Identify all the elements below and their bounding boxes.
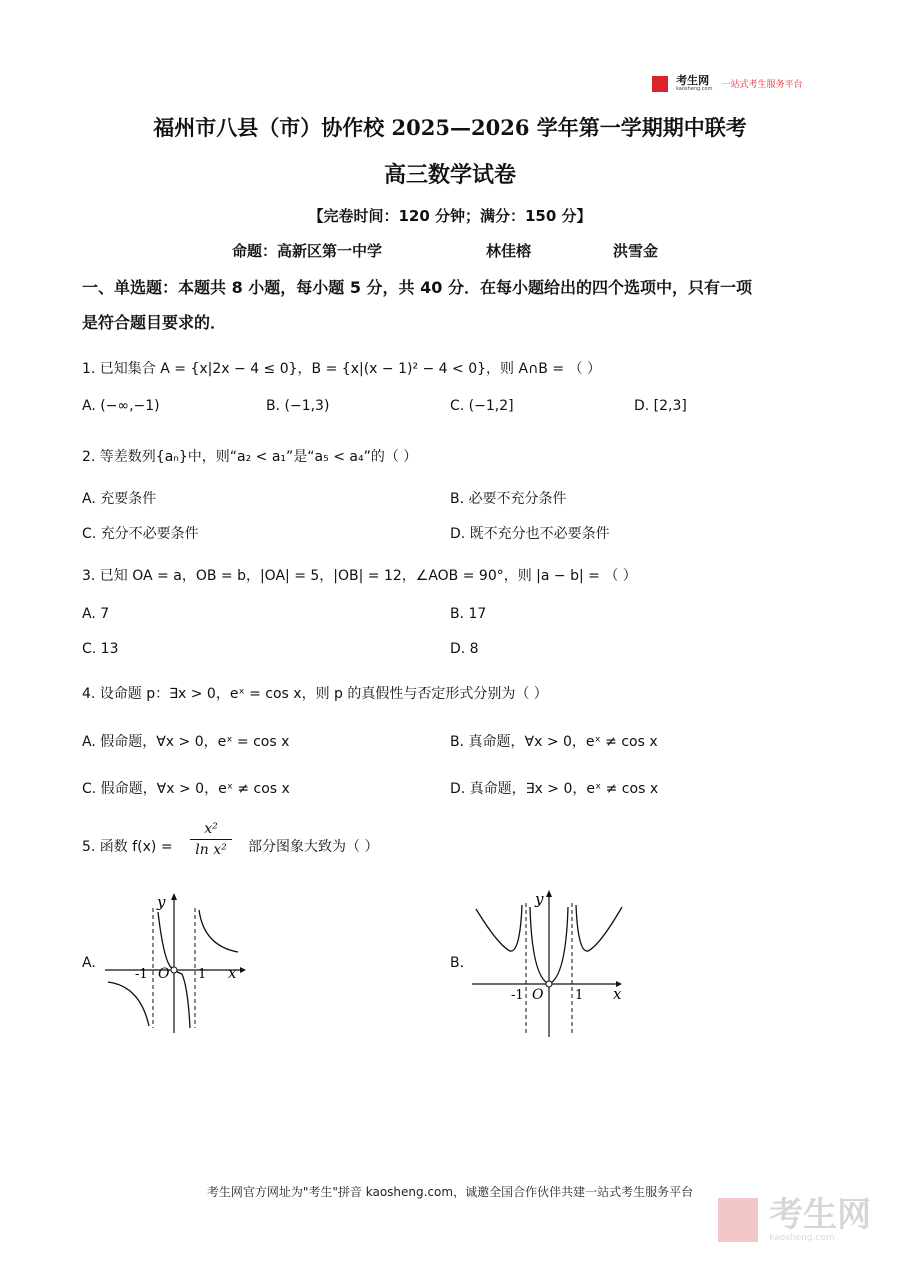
author-school: 命题：高新区第一中学 [232, 242, 383, 260]
graph-b-origin-hole [546, 981, 552, 987]
q5-denominator: ln x² [195, 842, 227, 858]
q4-option-b: B. 真命题，∀x > 0，eˣ ≠ cos x [450, 734, 658, 750]
graph-b-y-arrow-icon [546, 890, 552, 897]
graph-b-x-label: x [613, 985, 622, 1003]
q3-option-a: A. 7 [82, 606, 110, 622]
graph-a-one-label: 1 [198, 967, 207, 982]
author-1: 林佳榕 [486, 242, 532, 260]
q3-option-c: C. 13 [82, 641, 119, 657]
question-1-stem: 1. 已知集合 A = {x|2x − 4 ≤ 0}，B = {x|(x − 1)² − 4 < 0}，则 A∩B = （ ） [82, 361, 601, 377]
question-3-stem: 3. 已知 OA = a，OB = b，|OA| = 5，|OB| = 12，∠AOB = 90°，则 |a − b| = （ ） [82, 568, 637, 584]
q1-option-c: C. (−1,2] [450, 398, 514, 414]
q2-option-c: C. 充分不必要条件 [82, 526, 199, 542]
q4-option-a: A. 假命题，∀x > 0，eˣ = cos x [82, 734, 290, 750]
graph-b-curve-right [576, 905, 622, 951]
graph-a-curve-right [199, 910, 238, 952]
question-5-stem-suffix: 部分图象大致为（ ） [248, 839, 379, 855]
graph-a-neg-one-label: -1 [135, 967, 148, 982]
footer-text: 考生网官方网址为"考生"拼音 kaosheng.com，诚邀全国合作伙伴共建一站式考生服务平台 [206, 1185, 694, 1199]
q1-option-a: A. (−∞,−1) [82, 398, 160, 414]
q5-option-b: B. [450, 955, 465, 971]
q5-numerator: x² [204, 821, 218, 837]
graph-b-y-label: y [535, 890, 544, 908]
question-2-stem: 2. 等差数列{aₙ}中，则“a₂ < a₁”是“a₅ < a₄”的（ ） [82, 449, 418, 465]
q5-fraction [190, 820, 232, 859]
graph-a-origin-hole [171, 967, 177, 973]
question-4-stem: 4. 设命题 p：∃x > 0，eˣ = cos x，则 p 的真假性与否定形式分别为（ ） [82, 686, 548, 702]
graph-a-x-label: x [228, 964, 237, 982]
exam-info: 【完卷时间：120 分钟；满分：150 分】 [308, 207, 592, 225]
q1-option-b: B. (−1,3) [266, 398, 330, 414]
brand-logo [652, 73, 803, 92]
q2-option-a: A. 充要条件 [82, 491, 157, 507]
graph-b-curve-left [476, 905, 522, 951]
q2-option-d: D. 既不充分也不必要条件 [450, 526, 610, 542]
exam-title: 福州市八县（市）协作校 2025—2026 学年第一学期期中联考 [153, 115, 747, 140]
watermark [718, 1197, 871, 1243]
q1-option-d: D. [2,3] [634, 398, 687, 414]
question-5-stem-prefix: 5. 函数 f(x) = [82, 839, 173, 855]
author-2: 洪雪金 [613, 242, 659, 260]
logo-domain: kaosheng.com [676, 86, 713, 92]
graph-b-neg-one-label: -1 [511, 988, 524, 1003]
graph-a-y-label: y [157, 893, 166, 911]
section-heading-line2: 是符合题目要求的． [82, 313, 227, 332]
watermark-cn: 考生网 [769, 1195, 872, 1235]
graph-b-one-label: 1 [575, 988, 584, 1003]
graph-b-origin-label: O [532, 987, 544, 1003]
q4-option-d: D. 真命题，∃x > 0，eˣ ≠ cos x [450, 781, 659, 797]
q4-option-c: C. 假命题，∀x > 0，eˣ ≠ cos x [82, 781, 290, 797]
graph-a-y-arrow-icon [171, 893, 177, 900]
section-heading-line1: 一、单选题：本题共 8 小题，每小题 5 分，共 40 分．在每小题给出的四个选项中，只有一项 [82, 278, 752, 297]
q3-option-b: B. 17 [450, 606, 487, 622]
graph-a-x-arrow-icon [240, 967, 246, 973]
exam-subtitle: 高三数学试卷 [383, 162, 516, 188]
kaosheng-logo-icon [652, 76, 668, 92]
watermark-en: kaosheng.com [769, 1233, 835, 1243]
graph-a-origin-label: O [158, 966, 170, 982]
graph-a-curve-left [108, 982, 149, 1026]
q3-option-d: D. 8 [450, 641, 479, 657]
graph-a [100, 888, 250, 1038]
logo-name: 考生网 [676, 74, 710, 87]
graph-b [468, 885, 630, 1040]
q5-option-a: A. [82, 955, 96, 971]
logo-slogan: 一站式考生服务平台 [721, 80, 803, 90]
q2-option-b: B. 必要不充分条件 [450, 491, 567, 507]
watermark-logo-icon [718, 1198, 758, 1242]
